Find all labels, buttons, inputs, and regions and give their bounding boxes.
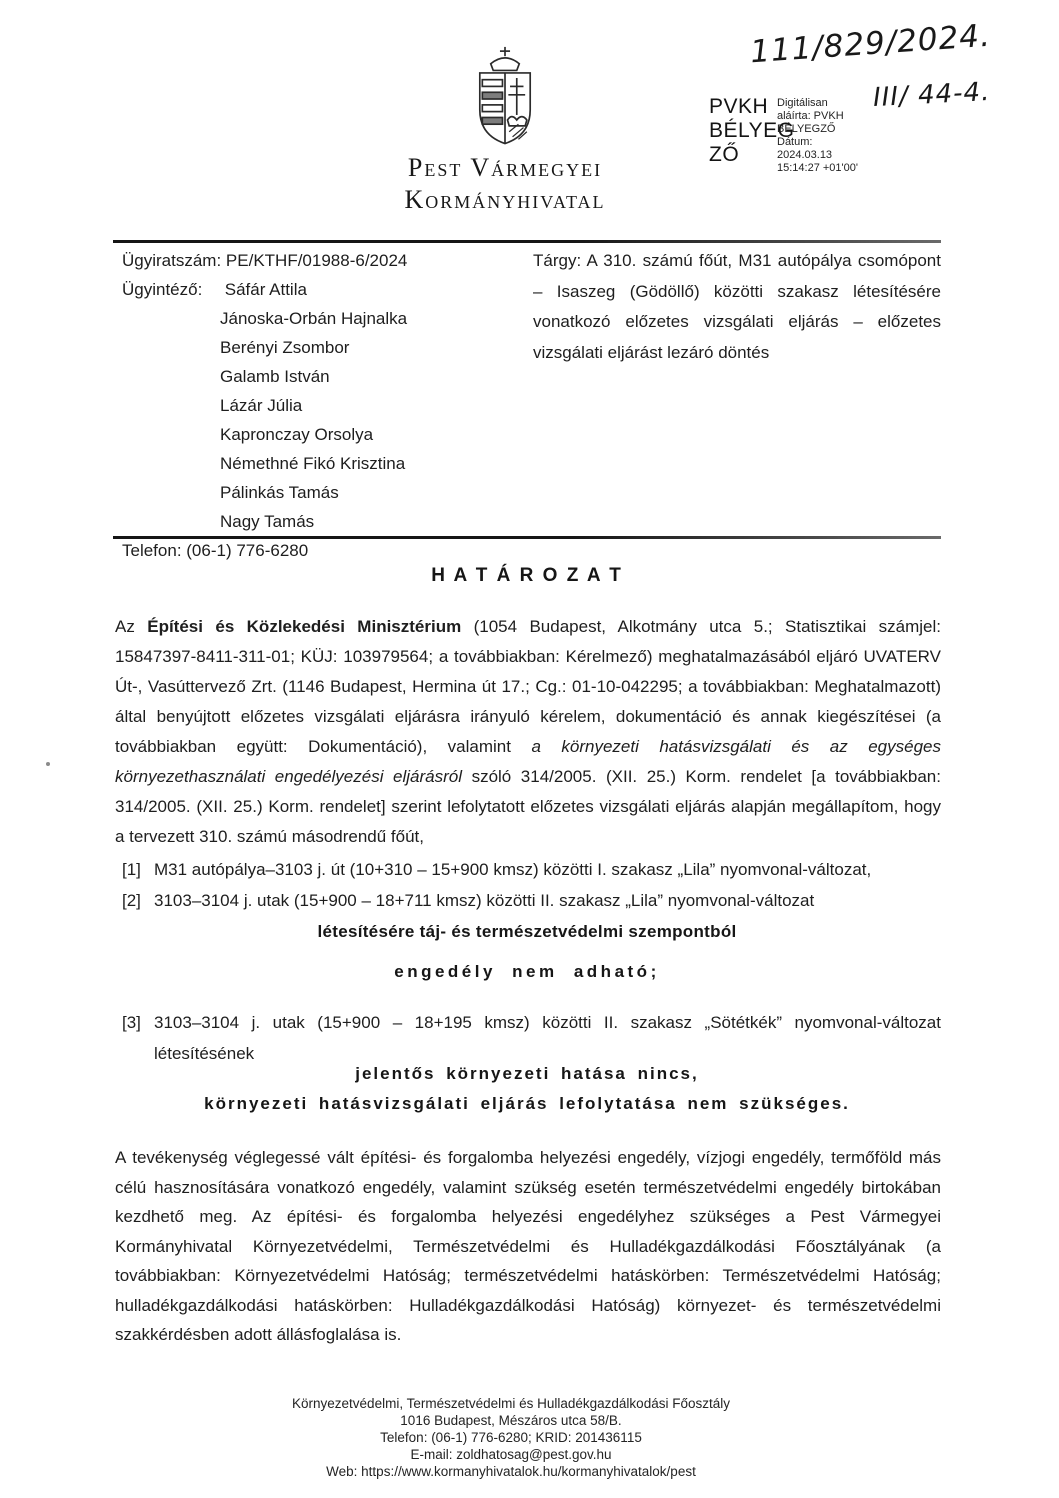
footer [111,1395,911,1480]
handwritten-case-number: 111/829/2024. [749,17,992,71]
ruling-line-no-procedure: környezeti hatásvizsgálati eljárás lefolytatása nem szükséges. [204,1094,850,1113]
ruling-line-denial: engedély nem adható; [394,962,660,981]
footer-email: E-mail: zoldhatosag@pest.gov.hu [410,1447,612,1462]
para1-text: szóló 314/2005. (XII. 25.) Korm. rendelet [a továbbiakban: 314/2005. (XII. 25.) Korm. rendelet] szerint lefolytatott előzetes vizsgálati eljárás alapján megállapítom, hogy a tervezett 310. számú másodrendű főút, [115,767,941,846]
list-item-marker: [1] [122,860,141,879]
decision-paragraph-1 [115,612,941,852]
handwritten-folio-number: III/ 44-4. [872,76,992,114]
route-variant-list-item3 [122,1008,941,1069]
stamp-detail-line: 2024.03.13 [777,149,833,161]
officer-name: Kapronczay Orsolya [220,425,374,444]
list-item-text: 3103–3104 j. utak (15+900 – 18+195 kmsz) közötti II. szakasz „Sötétkék” nyomvonal-változat létesítésének [154,1013,941,1063]
decision-title: H A T Á R O Z A T [431,565,623,586]
footer-department: Környezetvédelmi, Természetvédelmi és Hulladékgazdálkodási Főosztály [292,1396,730,1411]
officer-name: Jánoska-Orbán Hajnalka [220,309,408,328]
para1-bold-applicant: Építési és Közlekedési Minisztérium [147,617,462,636]
ruling-line-no-impact: jelentős környezeti hatása nincs, [355,1064,699,1083]
list-item-marker: [2] [122,890,141,910]
officer-name: Berényi Zsombor [220,338,350,357]
decision-paragraph-2: A tevékenység véglegessé vált építési- és forgalomba helyezési engedély, vízjogi engedély, termőföld más célú hasznosítására vonatkozó engedély, valamint szükség esetén természetvédelmi engedély birtokában kezdhető meg. Az építési- és forgalomba helyezési engedélyhez szükséges a Pest Vármegyei Kormányhivatal Környezetvédelmi, Természetvédelmi és Hulladékgazdálkodási Főosztályának (a továbbiakban: Környezetvédelmi Hatóság; természetvédelmi hatáskörben: Természetvédelmi Hatóság; hulladékgazdálkodási hatáskörben: Hulladékgazdálkodási Hatóság) környezet- és természetvédelmi szakkérdésben adott állásfoglalása is. [115,1148,941,1344]
officer-name: Sáfár Attila [224,280,307,299]
stamp-detail-line: aláírta: PVKH [777,110,844,122]
route-variant-list [122,855,941,916]
footer-phone-krid: Telefon: (06-1) 776-6280; KRID: 201436115 [380,1430,642,1445]
hungarian-coat-of-arms-icon [463,40,547,158]
list-item [122,1008,941,1069]
case-number-row [122,246,522,275]
para1-text: Az [115,617,148,636]
stamp-big-line: PVKH [709,95,769,118]
list-item [122,886,941,917]
stamp-big-line: ZŐ [709,143,740,166]
officer-name: Nagy Tamás [220,512,315,531]
list-item [122,855,941,886]
officer-row [122,275,522,304]
digital-stamp-details [777,97,858,175]
officer-name: Lázár Júlia [220,396,303,415]
para1-text: (1054 Budapest, Alkotmány utca 5.; Statisztikai számjel: 15847397-8411-311-01; KÜJ: 103979564; a továbbiakban: Kérelmező) meghatalmazásából eljáró UVATERV Út-, Vasúttervező Zrt. (1146 Budapest, Hermina út 17.; Cg.: 01-10-042295; a továbbiakban: Meghatalmazott) által benyújtott előzetes vizsgálati eljárásra irányuló kérelem, dokumentáció és annak kiegészítései (a továbbiakban együtt: Dokumentáció), valamint [115,617,942,756]
stamp-big-line: BÉLYEG [709,119,795,142]
list-item-text: 3103–3104 j. utak (15+900 – 18+711 kmsz) közötti II. szakasz „Lila” nyomvonal-változat [154,890,815,910]
officer-name: Galamb István [220,367,330,386]
header-left-column [122,246,522,565]
para1-italic-regulation: a környezeti hatásvizsgálati és az egységes környezethasználati engedélyezési eljárásról [115,737,941,786]
stamp-detail-line: BÉLYEGZŐ [777,123,836,135]
org-name [345,152,665,216]
org-name-line1: Pest Vármegyei [407,153,603,182]
header-divider-top [113,240,941,243]
case-number-label: Ügyiratszám: [122,251,222,270]
officer-name: Pálinkás Tamás [220,483,339,502]
phone-row: Telefon: (06-1) 776-6280 [122,541,309,560]
stamp-detail-line: 15:14:27 +01'00' [777,162,858,174]
case-number-value: PE/KTHF/01988-6/2024 [225,251,408,270]
footer-web: Web: https://www.kormanyhivatalok.hu/kormanyhivatalok/pest [326,1464,696,1479]
stamp-detail-line: Dátum: [777,136,813,148]
stamp-detail-line: Digitálisan [777,97,828,109]
ruling-line-context: létesítésére táj- és természetvédelmi szempontból [317,922,737,941]
footer-address: 1016 Budapest, Mészáros utca 58/B. [400,1413,622,1428]
officer-label: Ügyintéző: [122,280,203,299]
list-item-marker: [3] [122,1013,141,1032]
list-item-text: M31 autópálya–3103 j. út (10+310 – 15+900 kmsz) közötti I. szakasz „Lila” nyomvonal-változat, [154,860,872,879]
subject-paragraph: Tárgy: A 310. számú főút, M31 autópálya csomópont – Isaszeg (Gödöllő) közötti szakasz létesítésére vonatkozó előzetes vizsgálati eljárás – előzetes vizsgálati eljárást lezáró döntés [533,251,941,362]
org-name-line2: Kormányhivatal [404,185,606,214]
officer-name: Némethné Fikó Krisztina [220,454,406,473]
scan-speckle [46,762,50,766]
